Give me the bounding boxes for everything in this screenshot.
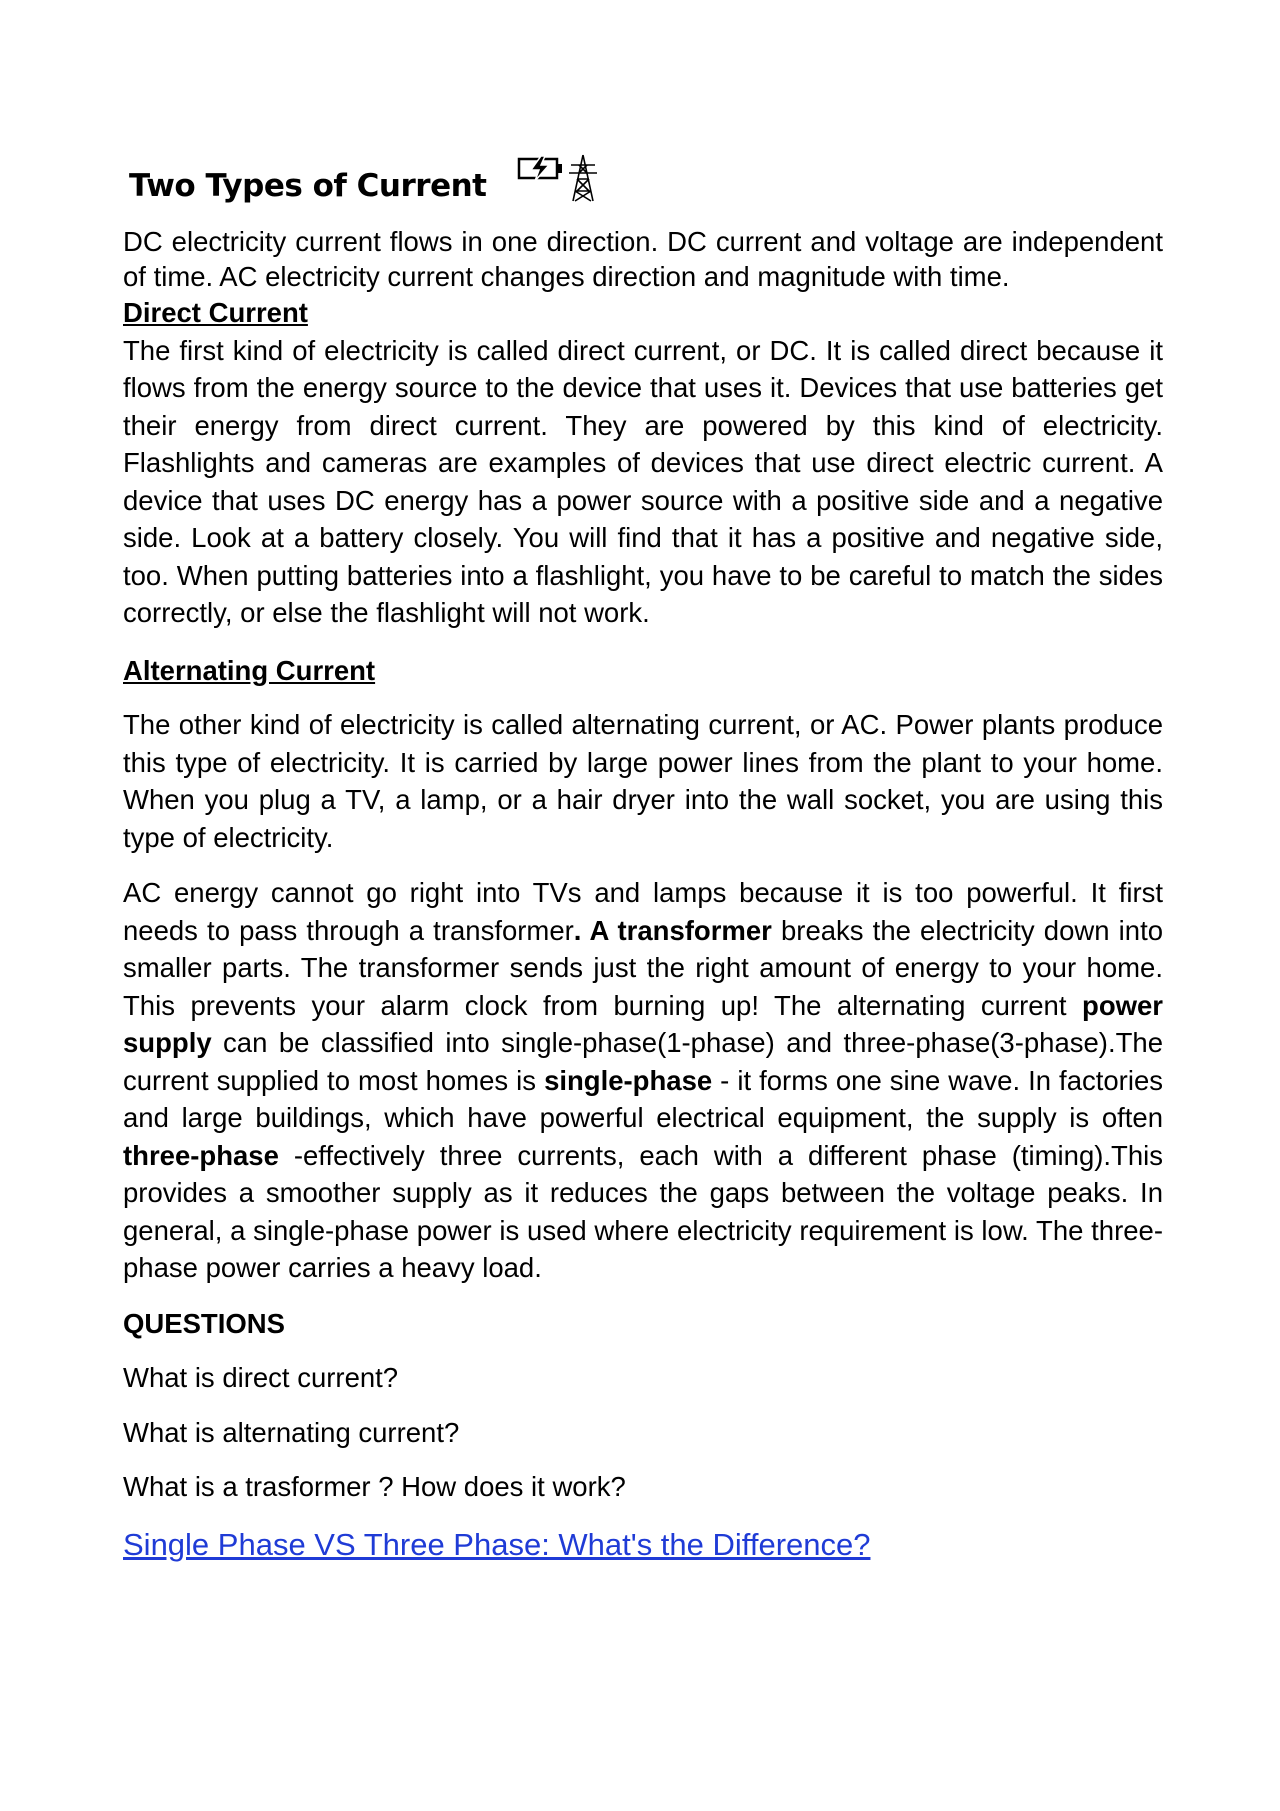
- para2-text-5: -effectively three currents, each with a different phase (timing).This provides a smoother supply as it reduces the gaps between the voltage peaks. In general, a single-phase power is used where electricity requirement is low. The three-phase power carries a heavy load.: [123, 1139, 1163, 1283]
- document-content: [123, 150, 1163, 1564]
- battery-charging-icon: [517, 153, 567, 183]
- single-vs-three-phase-link[interactable]: Single Phase VS Three Phase: What's the Difference?: [123, 1526, 871, 1562]
- para2-text-4: - it forms one sine wave. In factories and large buildings, which have powerful electrical equipment, the supply is often: [123, 1064, 1163, 1133]
- alternating-current-paragraph-1: The other kind of electricity is called alternating current, or AC. Power plants produce this type of electricity. It is carried by large power lines from the plant to your home. When you plug a TV, a lamp, or a hair dryer into the wall socket, you are using this type of electricity.: [123, 709, 1163, 853]
- question-3: What is a trasformer ? How does it work?: [123, 1471, 626, 1502]
- para2-bold-single-phase: single-phase: [544, 1064, 713, 1096]
- page-title: Two Types of Current: [129, 168, 487, 205]
- para2-text-3: can be classified into single-phase(1-phase) and three-phase(3-phase).The current supplied to most homes is: [123, 1027, 1163, 1096]
- para2-text-1: AC energy cannot go right into TVs and lamps because it is too powerful. It first needs to pass through a transformer: [123, 877, 1163, 946]
- question-2: What is alternating current?: [123, 1416, 460, 1448]
- alternating-current-heading: Alternating Current: [123, 654, 376, 686]
- intro-paragraph: DC electricity current flows in one direction. DC current and voltage are independent of time. AC electricity current changes direction and magnitude with time.: [123, 226, 1163, 292]
- title-row: [129, 150, 1163, 224]
- direct-current-paragraph: The first kind of electricity is called direct current, or DC. It is called direct because it flows from the energy source to the device that uses it. Devices that use batteries get their energy from direct current. They are powered by this kind of electricity. Flashlights and cameras are examples of devices that use direct electric current. A device that uses DC energy has a power source with a positive side and a negative side. Look at a battery closely. You will find that it has a positive and negative side, too. When putting batteries into a flashlight, you have to be careful to match the sides correctly, or else the flashlight will not work.: [123, 334, 1163, 628]
- para2-text-2: breaks the electricity down into smaller parts. The transformer sends just the right amount of energy to your home. This prevents your alarm clock from burning up! The alternating current: [123, 914, 1163, 1021]
- para2-bold-power-supply: power supply: [123, 989, 1163, 1058]
- para2-bold-transformer: . A transformer: [573, 914, 772, 946]
- question-1: What is direct current?: [123, 1362, 399, 1393]
- direct-current-heading: Direct Current: [123, 297, 308, 328]
- alternating-current-paragraph-2: [123, 874, 1163, 1287]
- questions-heading: QUESTIONS: [123, 1307, 285, 1339]
- power-tower-icon: [567, 153, 599, 203]
- para2-bold-three-phase: three-phase: [123, 1139, 279, 1171]
- title-icons: [517, 153, 599, 203]
